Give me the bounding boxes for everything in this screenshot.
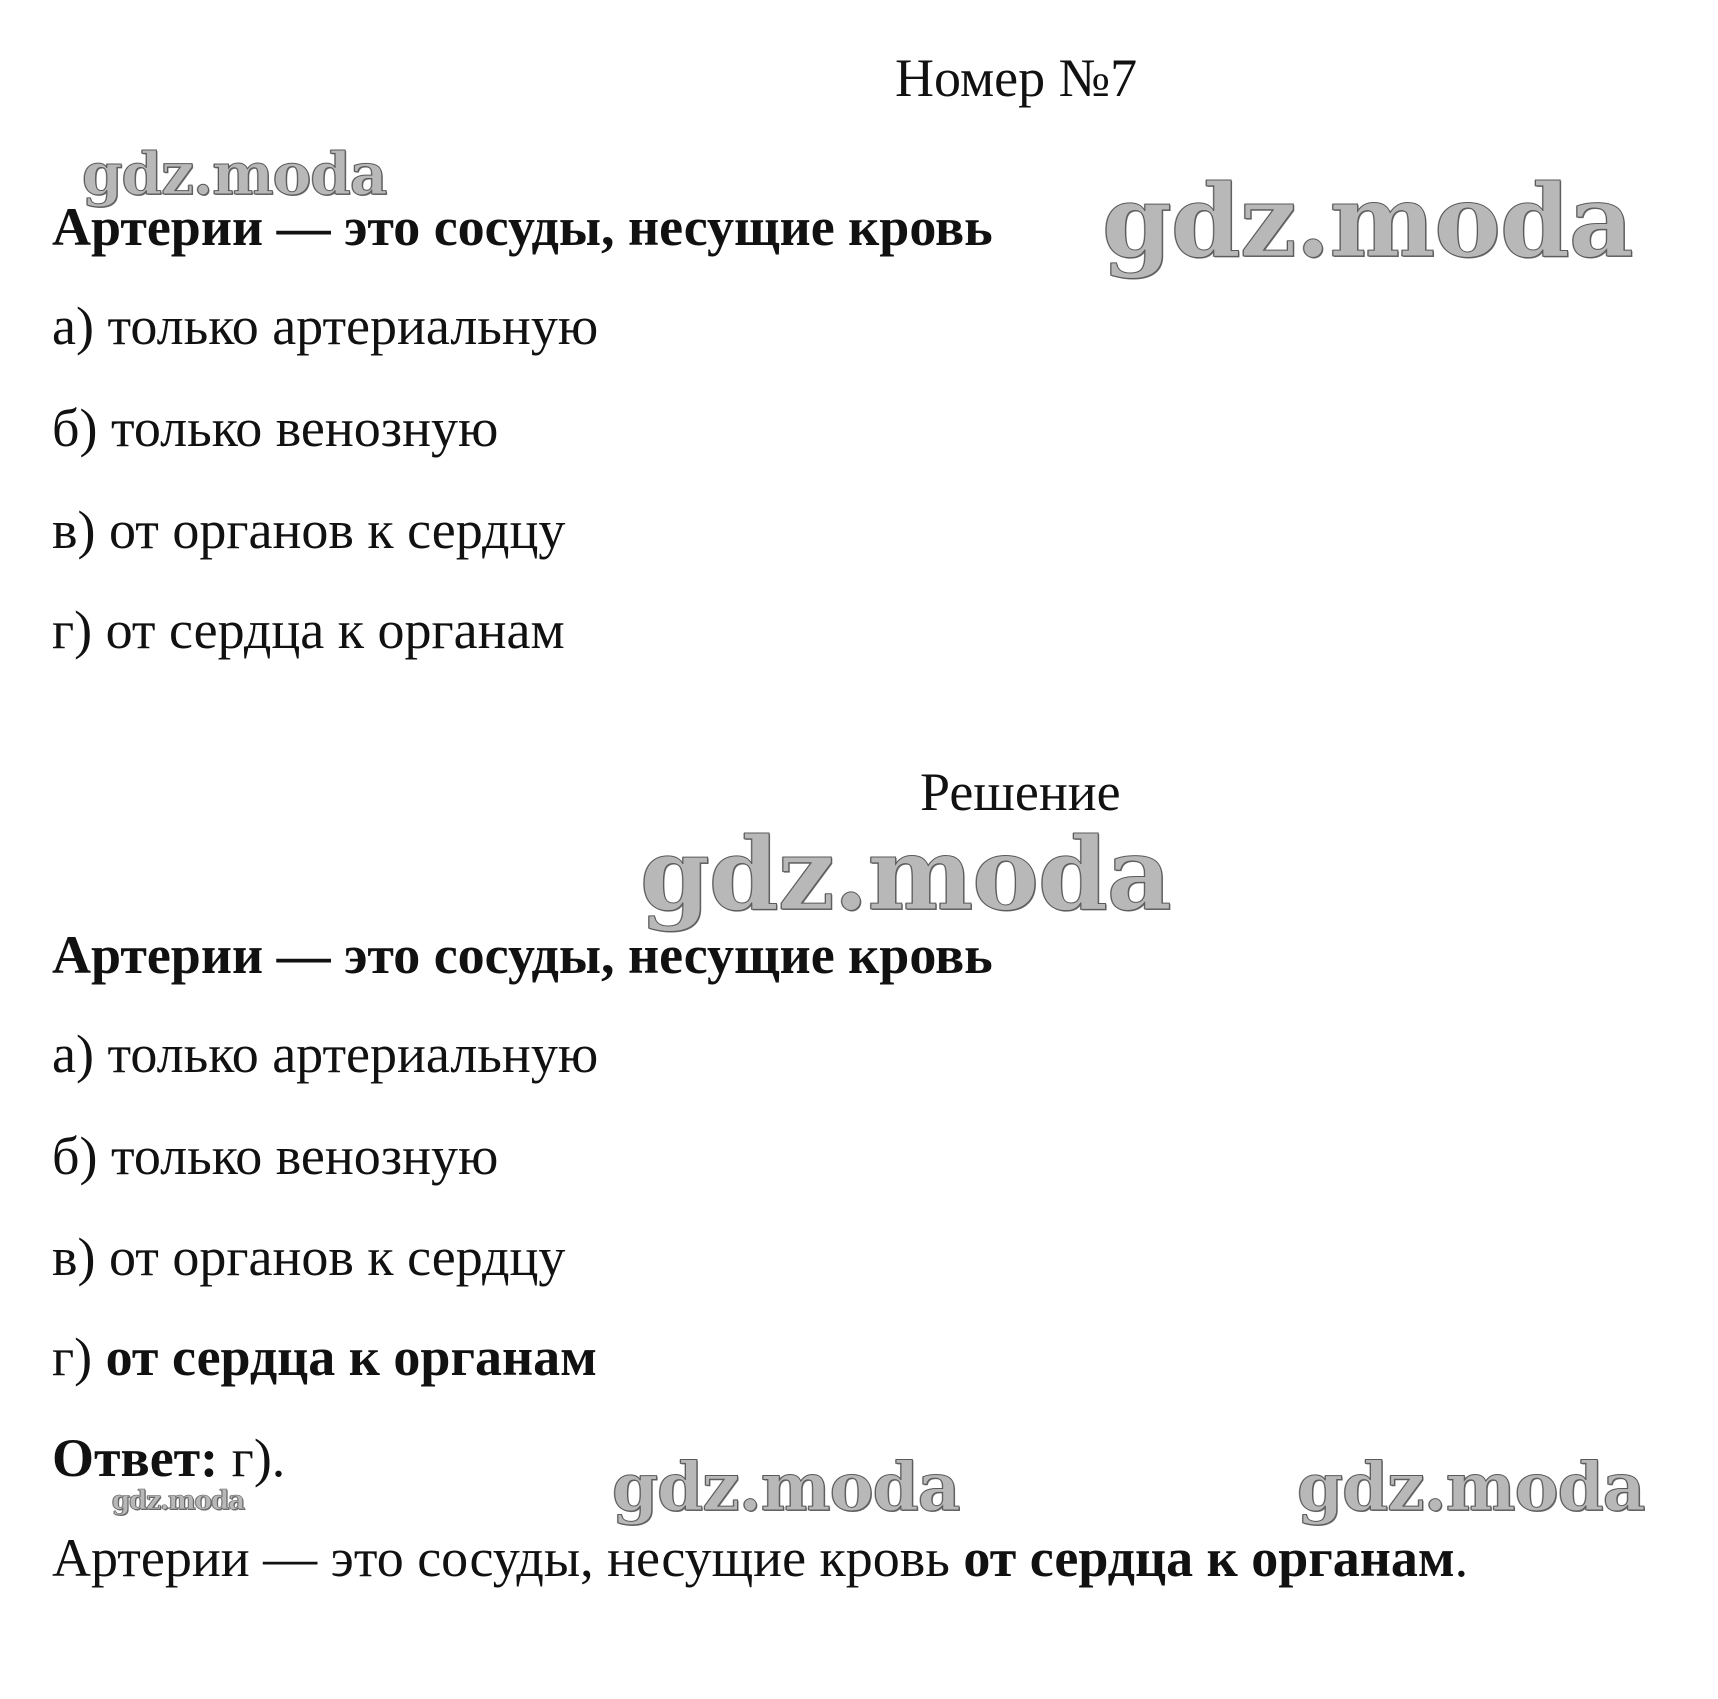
solution-correct-option: от сердца к органам bbox=[105, 1327, 597, 1387]
question-option-a: а) только артериальную bbox=[52, 296, 599, 356]
watermark-logo: gdz.moda bbox=[82, 140, 387, 208]
explanation-end: . bbox=[1454, 1528, 1469, 1588]
explanation-plain: Артерии — это сосуды, несущие кровь bbox=[52, 1528, 950, 1588]
solution-option-a: а) только артериальную bbox=[52, 1024, 599, 1084]
solution-option-b: б) только венозную bbox=[52, 1126, 499, 1186]
watermark-logo: gdz.moda bbox=[640, 815, 1171, 933]
question-stem: Артерии — это сосуды, несущие кровь bbox=[52, 197, 993, 257]
explanation-bold: от сердца к органам bbox=[963, 1528, 1455, 1588]
solution-heading: Решение bbox=[920, 762, 1121, 822]
watermark-logo: gdz.moda bbox=[1102, 162, 1633, 280]
explanation-line bbox=[52, 1528, 1468, 1588]
solution-stem: Артерии — это сосуды, несущие кровь bbox=[52, 925, 993, 985]
solution-option-c: в) от органов к сердцу bbox=[52, 1227, 566, 1287]
page-title: Номер №7 bbox=[895, 48, 1138, 108]
question-option-d: г) от сердца к органам bbox=[52, 600, 565, 660]
answer-value: г). bbox=[231, 1428, 286, 1488]
answer-label: Ответ: bbox=[52, 1428, 219, 1488]
watermark-logo: gdz.moda bbox=[1297, 1448, 1645, 1526]
question-option-b: б) только венозную bbox=[52, 398, 499, 458]
watermark-logo: gdz.moda bbox=[112, 1486, 245, 1516]
question-option-c: в) от органов к сердцу bbox=[52, 500, 566, 560]
solution-option-d-prefix: г) bbox=[52, 1327, 93, 1387]
answer-line bbox=[52, 1428, 285, 1488]
solution-option-d bbox=[52, 1327, 597, 1387]
watermark-logo: gdz.moda bbox=[612, 1448, 960, 1526]
